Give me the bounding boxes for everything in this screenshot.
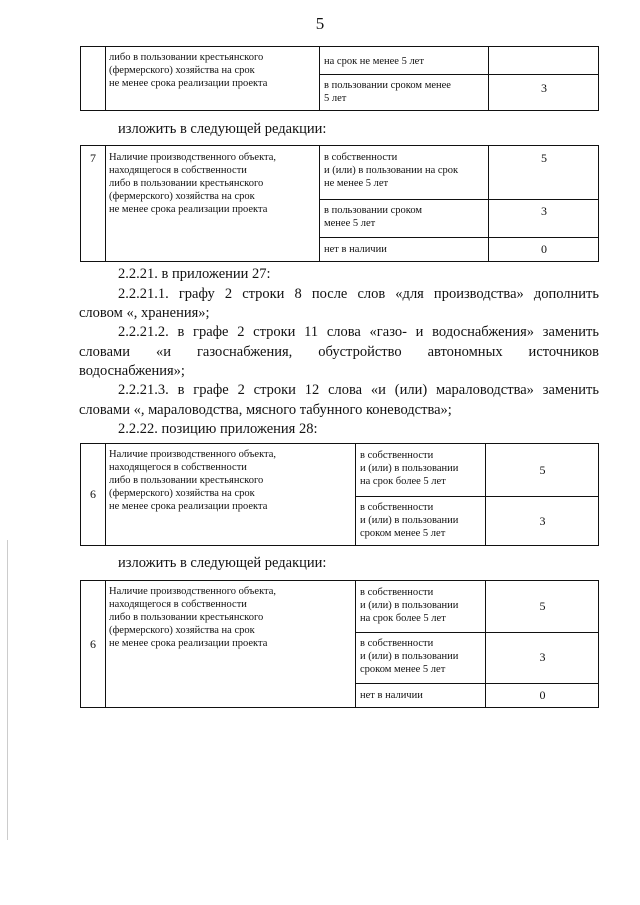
- row-number: 6: [90, 637, 96, 651]
- score-cell: 3: [541, 204, 547, 218]
- score-cell: 0: [539, 688, 546, 702]
- table-position-28: [80, 443, 599, 546]
- condition-cell: на срок не менее 5 лет: [324, 56, 424, 67]
- score-cell: 0: [541, 242, 547, 256]
- score-cell: 5: [539, 463, 546, 477]
- paragraph: словами «, мараловодства, мясного табунного коневодства»;: [79, 402, 452, 418]
- page-number: 5: [315, 14, 325, 33]
- condition-cell: в собственности и (или) в пользовании на срок более 5 лет: [360, 587, 459, 624]
- paragraph: 2.2.21. в приложении 27:: [118, 266, 271, 282]
- condition-cell: в собственности и (или) в пользовании на срок не менее 5 лет: [324, 152, 459, 189]
- scan-edge-line: [7, 540, 8, 840]
- table-continuation: [80, 46, 599, 111]
- paragraph: 2.2.21.2. в графе 2 строки 11 слова «газо- и водоснабжения» заменить: [118, 324, 599, 340]
- paragraph: словами «и газоснабжения, обустройство автономных источников: [79, 344, 599, 360]
- condition-cell: в собственности и (или) в пользовании сроком менее 5 лет: [360, 502, 459, 539]
- criterion-text: Наличие производственного объекта, находящегося в собственности либо в пользовании крестьянского (фермерского) хозяйства на срок не менее срока реализации проекта: [109, 586, 277, 649]
- criterion-text: Наличие производственного объекта, находящегося в собственности либо в пользовании крестьянского (фермерского) хозяйства на срок не менее срока реализации проекта: [109, 152, 277, 215]
- score-cell: 3: [539, 514, 546, 528]
- criterion-text: либо в пользовании крестьянского (фермерского) хозяйства на срок не менее срока реализации проекта: [109, 52, 268, 89]
- paragraph: 2.2.22. позицию приложения 28:: [118, 421, 318, 437]
- row-number: 6: [90, 487, 96, 501]
- paragraph: 2.2.21.1. графу 2 строки 8 после слов «для производства» дополнить: [118, 286, 599, 302]
- condition-cell: в собственности и (или) в пользовании на срок более 5 лет: [360, 450, 459, 487]
- condition-cell: в пользовании сроком менее 5 лет: [324, 205, 423, 229]
- score-cell: 3: [539, 650, 546, 664]
- criterion-text: Наличие производственного объекта, находящегося в собственности либо в пользовании крестьянского (фермерского) хозяйства на срок не менее срока реализации проекта: [109, 449, 277, 512]
- paragraph: словом «, хранения»;: [79, 305, 210, 321]
- table-new-version-1: [80, 145, 599, 262]
- score-cell: 5: [539, 599, 546, 613]
- score-cell: 3: [541, 81, 547, 95]
- section-heading: изложить в следующей редакции:: [118, 555, 327, 571]
- row-number: 7: [90, 151, 96, 165]
- condition-cell: нет в наличии: [360, 690, 423, 701]
- condition-cell: в пользовании сроком менее 5 лет: [324, 80, 451, 104]
- section-heading: изложить в следующей редакции:: [118, 121, 327, 137]
- condition-cell: в собственности и (или) в пользовании сроком менее 5 лет: [360, 638, 459, 675]
- table-new-version-2: [80, 580, 599, 708]
- paragraph: 2.2.21.3. в графе 2 строки 12 слова «и (или) мараловодства» заменить: [118, 382, 599, 398]
- score-cell: 5: [541, 151, 547, 165]
- paragraph: водоснабжения»;: [79, 363, 185, 379]
- condition-cell: нет в наличии: [324, 244, 387, 255]
